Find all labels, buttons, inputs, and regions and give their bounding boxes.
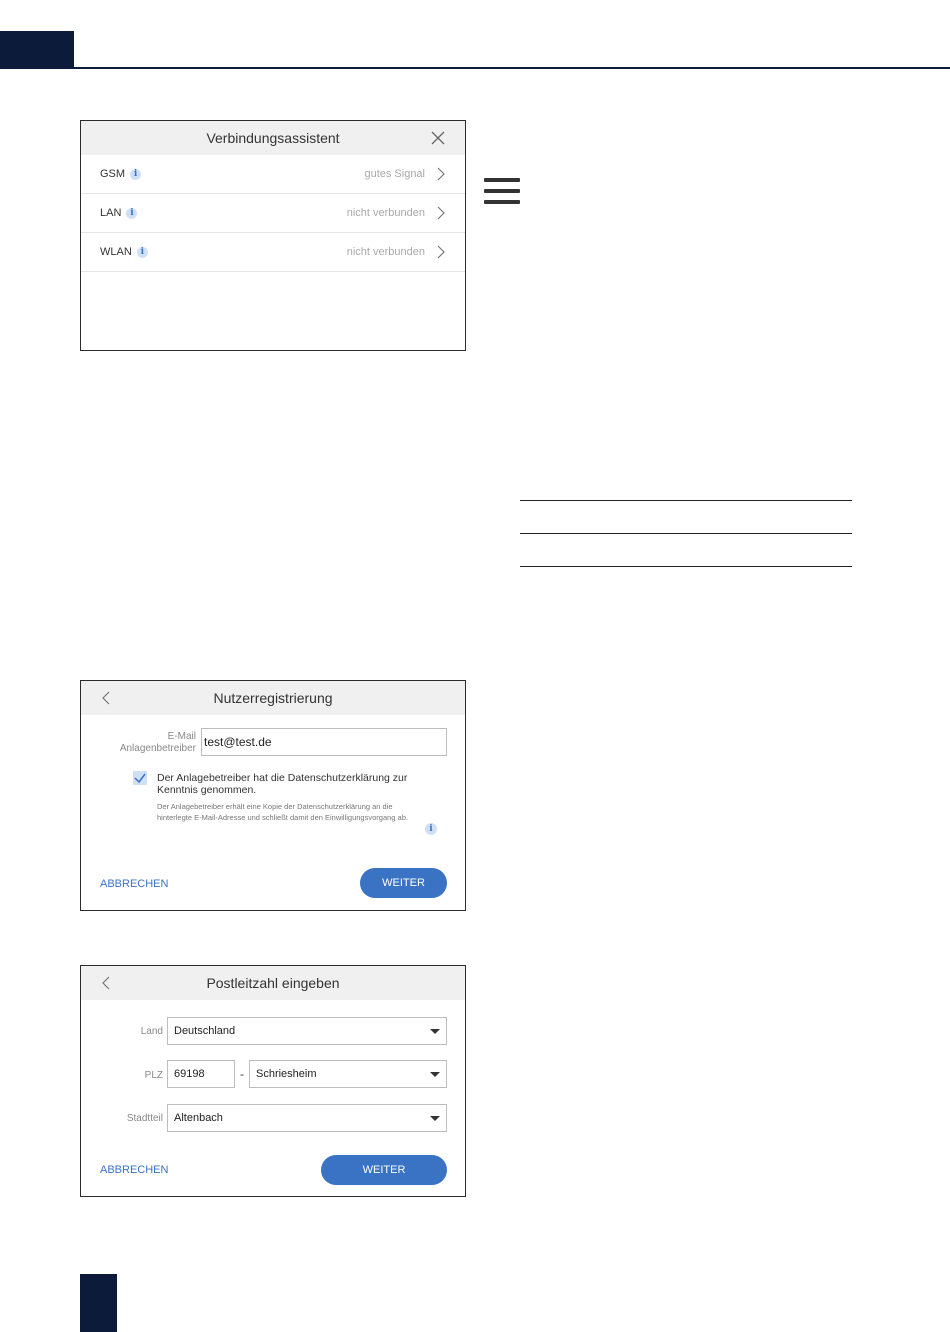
privacy-consent-subtext: Der Anlagebetreiber erhält eine Kopie der Datenschutzerklärung an die hinterlegte E-Mail-Adresse und schließt damit den Einwilligungsvorgang ab. [157, 802, 408, 822]
postal-code-title: Postleitzahl eingeben [206, 975, 340, 991]
connection-assistant-title: Verbindungsassistent [206, 130, 340, 146]
country-select[interactable]: Deutschland [167, 1017, 447, 1045]
connection-status: gutes Signal [364, 168, 425, 180]
connection-name: GSM [100, 168, 126, 180]
privacy-consent-text: Der Anlagebetreiber hat die Datenschutzerklärung zur Kenntnis genommen. [157, 772, 408, 796]
email-label: E-Mail Anlagenbetreiber [119, 731, 196, 754]
privacy-checkbox[interactable] [133, 771, 147, 785]
email-field[interactable]: test@test.de [201, 728, 447, 756]
cancel-button[interactable]: ABBRECHEN [100, 878, 169, 890]
cancel-button[interactable]: ABBRECHEN [100, 1164, 169, 1176]
divider-line [520, 533, 852, 534]
divider-line [520, 500, 852, 501]
chevron-left-icon[interactable] [101, 976, 111, 990]
header-color-block [0, 31, 74, 69]
connection-name: WLAN [100, 246, 132, 258]
connection-assistant-header [81, 121, 465, 155]
plz-input[interactable]: 69198 [167, 1060, 235, 1088]
connection-row-gsm[interactable] [81, 155, 465, 194]
info-icon[interactable]: i [137, 247, 148, 258]
divider-line [520, 566, 852, 567]
plz-separator: - [240, 1067, 244, 1081]
next-button[interactable]: WEITER [321, 1155, 447, 1185]
chevron-right-icon [437, 206, 445, 220]
connection-assistant-panel [80, 120, 466, 351]
footer-color-block [80, 1274, 117, 1332]
chevron-left-icon[interactable] [101, 691, 111, 705]
info-icon[interactable]: i [425, 823, 437, 835]
plz-label: PLZ [144, 1070, 163, 1081]
city-select[interactable]: Schriesheim [249, 1060, 447, 1088]
dropdown-caret-icon [430, 1116, 440, 1121]
postal-code-header [81, 966, 465, 1000]
dropdown-caret-icon [430, 1072, 440, 1077]
info-icon[interactable]: i [130, 169, 141, 180]
close-icon[interactable] [431, 131, 445, 145]
user-registration-panel [80, 680, 466, 911]
connection-status: nicht verbunden [346, 246, 425, 258]
user-registration-header [81, 681, 465, 715]
checkmark-icon [133, 771, 147, 785]
connection-row-lan[interactable] [81, 194, 465, 233]
connection-status: nicht verbunden [346, 207, 425, 219]
connection-name: LAN [100, 207, 122, 219]
hamburger-menu-icon[interactable] [484, 178, 520, 208]
district-select[interactable]: Altenbach [167, 1104, 447, 1132]
chevron-right-icon [437, 167, 445, 181]
user-registration-title: Nutzerregistrierung [213, 690, 333, 706]
header-rule [0, 67, 950, 69]
country-label: Land [140, 1026, 163, 1037]
chevron-right-icon [437, 245, 445, 259]
connection-row-wlan[interactable] [81, 233, 465, 272]
postal-code-panel [80, 965, 466, 1197]
district-label: Stadtteil [126, 1113, 163, 1124]
next-button[interactable]: WEITER [360, 868, 447, 898]
dropdown-caret-icon [430, 1029, 440, 1034]
info-icon[interactable]: i [126, 208, 137, 219]
